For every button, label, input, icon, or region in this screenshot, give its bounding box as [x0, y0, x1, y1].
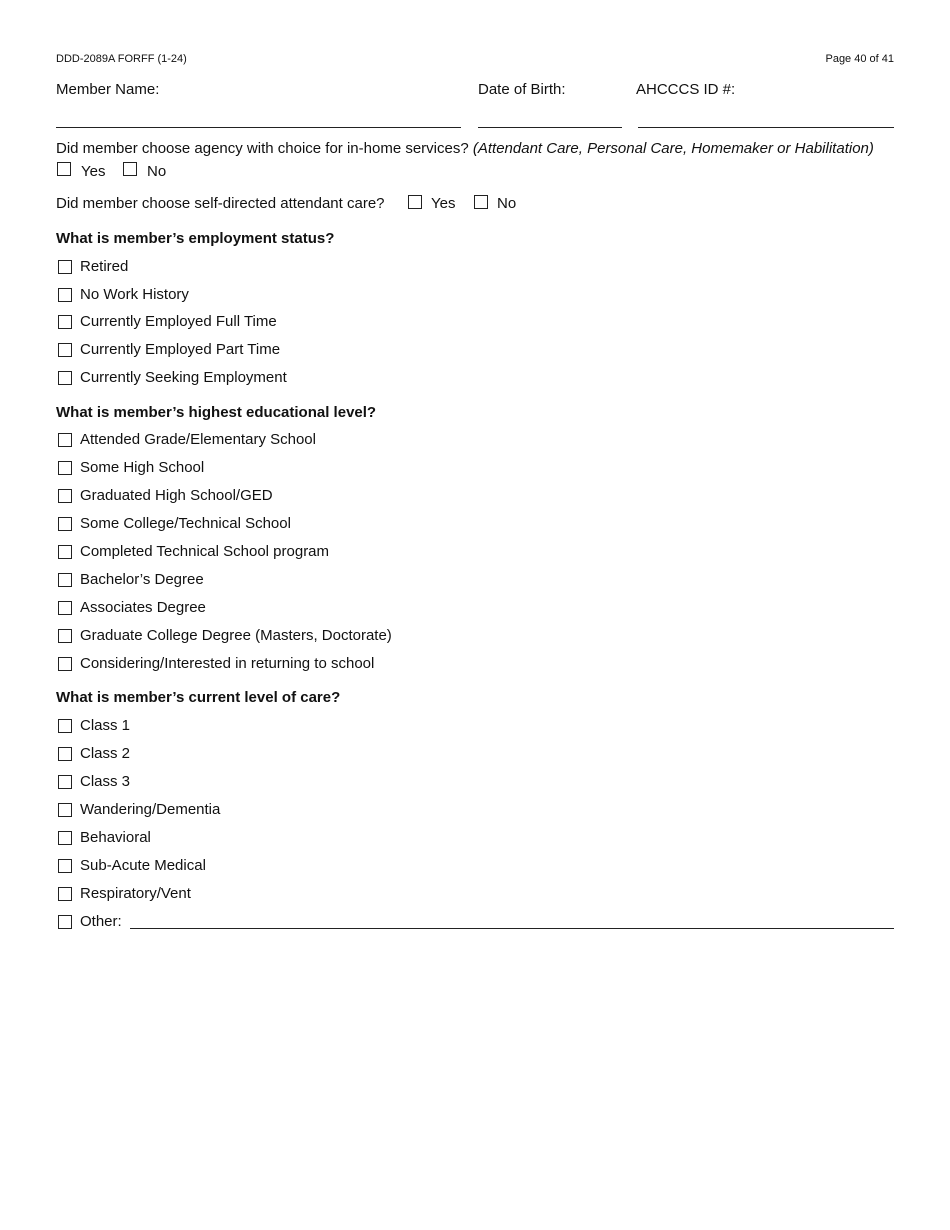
self-directed-question: Did member choose self-directed attendant care?	[56, 195, 385, 212]
checkbox[interactable]	[58, 433, 72, 447]
option-label: Currently Employed Full Time	[80, 313, 277, 330]
option-label: Sub-Acute Medical	[80, 857, 206, 874]
checkbox[interactable]	[58, 461, 72, 475]
option-label: Currently Employed Part Time	[80, 341, 281, 358]
option-label: Attended Grade/Elementary School	[80, 431, 316, 448]
option-label: Respiratory/Vent	[80, 885, 191, 902]
option-label: Some College/Technical School	[80, 515, 291, 532]
checkbox[interactable]	[58, 315, 72, 329]
dob-label: Date of Birth:	[478, 81, 566, 98]
self-directed-yes-checkbox[interactable]	[408, 195, 422, 209]
checkbox[interactable]	[58, 887, 72, 901]
self-directed-no-checkbox[interactable]	[474, 195, 488, 209]
checkbox[interactable]	[58, 831, 72, 845]
page-number: Page 40 of 41	[825, 53, 894, 65]
form-id: DDD-2089A FORFF (1-24)	[56, 53, 187, 65]
agency-question-text: Did member choose agency with choice for in-home services?	[56, 140, 469, 157]
member-name-label: Member Name:	[56, 81, 160, 98]
option-label: Class 2	[80, 745, 131, 762]
option-label: Wandering/Dementia	[80, 801, 221, 818]
member-name-field[interactable]	[56, 127, 461, 128]
checkbox[interactable]	[58, 803, 72, 817]
checkbox[interactable]	[58, 517, 72, 531]
checkbox[interactable]	[58, 657, 72, 671]
option-label: Currently Seeking Employment	[80, 369, 287, 386]
care-heading: What is member’s current level of care?	[56, 689, 341, 706]
option-label: Class 1	[80, 717, 131, 734]
option-label: Considering/Interested in returning to school	[80, 655, 375, 672]
checkbox[interactable]	[58, 859, 72, 873]
checkbox[interactable]	[58, 545, 72, 559]
agency-no-label: No	[147, 163, 167, 180]
checkbox[interactable]	[58, 288, 72, 302]
other-checkbox[interactable]	[58, 915, 72, 929]
ahcccs-label: AHCCCS ID #:	[636, 81, 736, 98]
dob-field[interactable]	[478, 127, 622, 128]
checkbox[interactable]	[58, 629, 72, 643]
agency-no-checkbox[interactable]	[123, 162, 137, 176]
agency-question-note: (Attendant Care, Personal Care, Homemaker or Habilitation)	[472, 140, 874, 157]
checkbox[interactable]	[58, 747, 72, 761]
option-label: Some High School	[80, 459, 205, 476]
checkbox[interactable]	[58, 601, 72, 615]
other-text-field[interactable]	[130, 928, 894, 929]
checkbox[interactable]	[58, 573, 72, 587]
other-label: Other:	[80, 913, 122, 930]
option-label: Bachelor’s Degree	[80, 571, 204, 588]
checkbox[interactable]	[58, 260, 72, 274]
self-directed-no-label: No	[497, 195, 517, 212]
checkbox[interactable]	[58, 371, 72, 385]
option-label: Behavioral	[80, 829, 151, 846]
agency-yes-checkbox[interactable]	[57, 162, 71, 176]
option-label: Completed Technical School program	[80, 543, 330, 560]
checkbox[interactable]	[58, 343, 72, 357]
checkbox[interactable]	[58, 775, 72, 789]
checkbox[interactable]	[58, 719, 72, 733]
agency-question	[56, 140, 874, 157]
ahcccs-field[interactable]	[638, 127, 894, 128]
option-label: No Work History	[80, 286, 189, 303]
option-label: Retired	[80, 258, 129, 275]
option-label: Class 3	[80, 773, 131, 790]
checkbox[interactable]	[58, 489, 72, 503]
option-label: Graduate College Degree (Masters, Doctorate)	[80, 627, 392, 644]
option-label: Graduated High School/GED	[80, 487, 273, 504]
education-heading: What is member’s highest educational level?	[56, 404, 377, 421]
self-directed-yes-label: Yes	[431, 195, 456, 212]
employment-heading: What is member’s employment status?	[56, 230, 335, 247]
option-label: Associates Degree	[80, 599, 206, 616]
agency-yes-label: Yes	[81, 163, 106, 180]
